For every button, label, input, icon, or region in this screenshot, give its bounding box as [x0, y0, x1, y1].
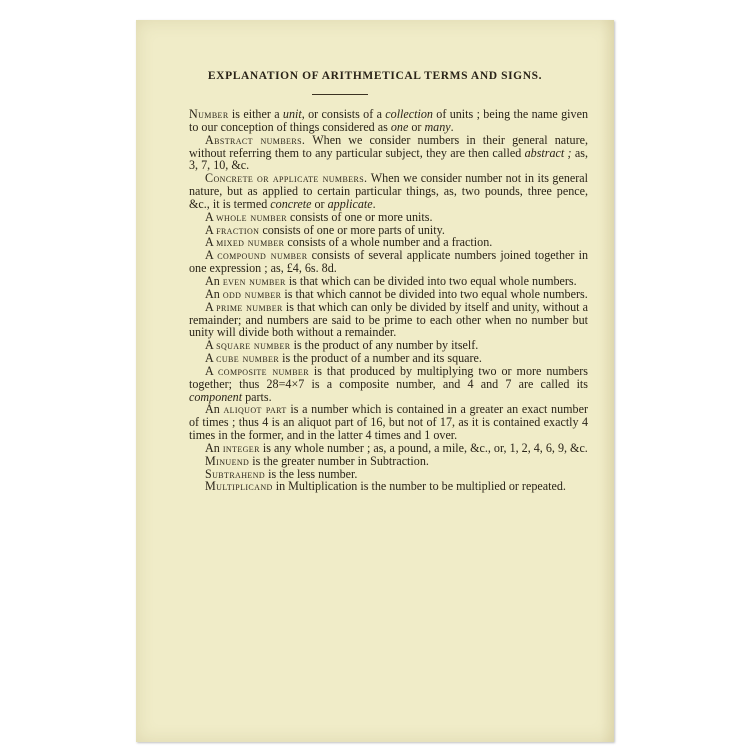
article-text: A [205, 248, 218, 263]
defined-term: Concrete or applicate numbers. [205, 171, 368, 186]
definition-text: consists of a whole number and a fraction. [284, 235, 493, 250]
defined-term: fraction [216, 222, 260, 237]
definition-text: parts. [242, 389, 272, 404]
definition-text: consists of one or more parts of unity. [259, 222, 445, 237]
definition-text: is any whole number ; as, a pound, a mile, &c., or, 1, 2, 4, 6, 9, &c. [259, 440, 588, 455]
definition-text: is the greater number in Subtraction. [249, 453, 429, 468]
definition-text: is a number which is contained in a greater an exact number of times ; thus 4 is an aliquot part of 16, but not of 17, as it is contained exactly 4 times in the former, and in the latter 4 times and 1 over. [189, 402, 588, 443]
article-text: A [205, 299, 217, 314]
definition-text: is the product of a number and its square. [279, 351, 482, 366]
defined-term: odd number [222, 286, 282, 301]
defined-term: aliquot part [223, 402, 287, 417]
definition-text: is the product of any number by itself. [290, 338, 479, 353]
italic-text: collection [385, 107, 433, 121]
definition-text: When we consider numbers in their general nature, without referring them to any particular subject, they are then called [189, 132, 588, 160]
definition-text: is that which cannot be divided into two equal whole numbers. [281, 286, 588, 301]
defined-term: even number [222, 273, 286, 288]
article-text: An [205, 273, 223, 288]
defined-term: Abstract numbers. [205, 132, 306, 147]
definition-paragraph [189, 301, 588, 340]
definition-text: consists of several applicate numbers joined together in one expression ; as, £4, 6s. 8d. [189, 248, 588, 276]
italic-text: applicate [327, 196, 373, 211]
definition-text: is either a [228, 107, 283, 121]
definition-text: is that which can be divided into two equal whole numbers. [285, 273, 577, 288]
italic-text: one [390, 119, 409, 134]
page-heading: EXPLANATION OF ARITHMETICAL TERMS AND SIGNS. [207, 70, 543, 82]
definition-paragraph [189, 403, 588, 442]
defined-term: prime number [216, 299, 283, 314]
defined-term: square number [216, 338, 291, 353]
definition-text: or [408, 119, 425, 134]
defined-term: mixed number [216, 235, 285, 250]
article-text: A [205, 351, 217, 366]
definition-text: is that produced by multiplying two or more numbers together; thus 28=4×7 is a composite number, and 4 and 7 are called its [189, 363, 588, 391]
italic-text: unit [282, 107, 302, 121]
defined-term: compound number [217, 248, 308, 263]
article-text: A [205, 222, 217, 237]
definition-text: of units ; being the name given to our conception of things considered as [189, 107, 588, 134]
definition-text: is that which can only be divided by itself and unity, without a remainder; and numbers are said to be prime to each other when no number but unity will divide both without a remainder. [189, 299, 588, 340]
definition-text: . [372, 196, 376, 211]
definition-paragraph [189, 365, 588, 404]
definition-paragraph [189, 172, 588, 211]
defined-term: Subtrahend [205, 466, 266, 481]
italic-text: abstract ; [524, 145, 572, 160]
definition-text: , or consists of a [301, 107, 386, 121]
defined-term: whole number [216, 209, 288, 224]
definition-text: in Multiplication is the number to be multiplied or repeated. [272, 479, 566, 494]
definition-text: as, 3, 7, 10, &c. [189, 145, 589, 173]
definition-paragraph [189, 108, 588, 134]
article-text: A [205, 338, 217, 353]
definition-paragraph [189, 480, 588, 493]
article-text: An [205, 402, 224, 417]
italic-text: concrete [270, 196, 312, 211]
defined-term: integer [222, 440, 260, 455]
definition-text: . [450, 119, 454, 134]
defined-term: Minuend [205, 453, 250, 468]
italic-text: many [424, 119, 451, 134]
article-text: A [205, 363, 219, 378]
defined-term: cube number [216, 351, 280, 366]
definition-paragraph [189, 249, 588, 275]
definition-text: or [311, 196, 328, 211]
definition-text: is the less number. [265, 466, 358, 481]
defined-term: Number [189, 107, 229, 121]
page-body [189, 108, 588, 493]
definition-text: consists of one or more units. [287, 209, 433, 224]
definition-paragraph [189, 134, 588, 173]
book-page [136, 20, 614, 742]
heading-rule [312, 94, 368, 95]
italic-text: component [189, 389, 243, 404]
article-text: A [205, 235, 217, 250]
defined-term: Multiplicand [205, 479, 273, 494]
article-text: An [205, 440, 223, 455]
defined-term: composite number [218, 363, 309, 378]
article-text: An [205, 286, 223, 301]
definition-text: When we consider number not in its general nature, but as applied to certain particular things, as, two pounds, three pence, &c., it is termed [189, 171, 588, 211]
article-text: A [205, 209, 217, 224]
